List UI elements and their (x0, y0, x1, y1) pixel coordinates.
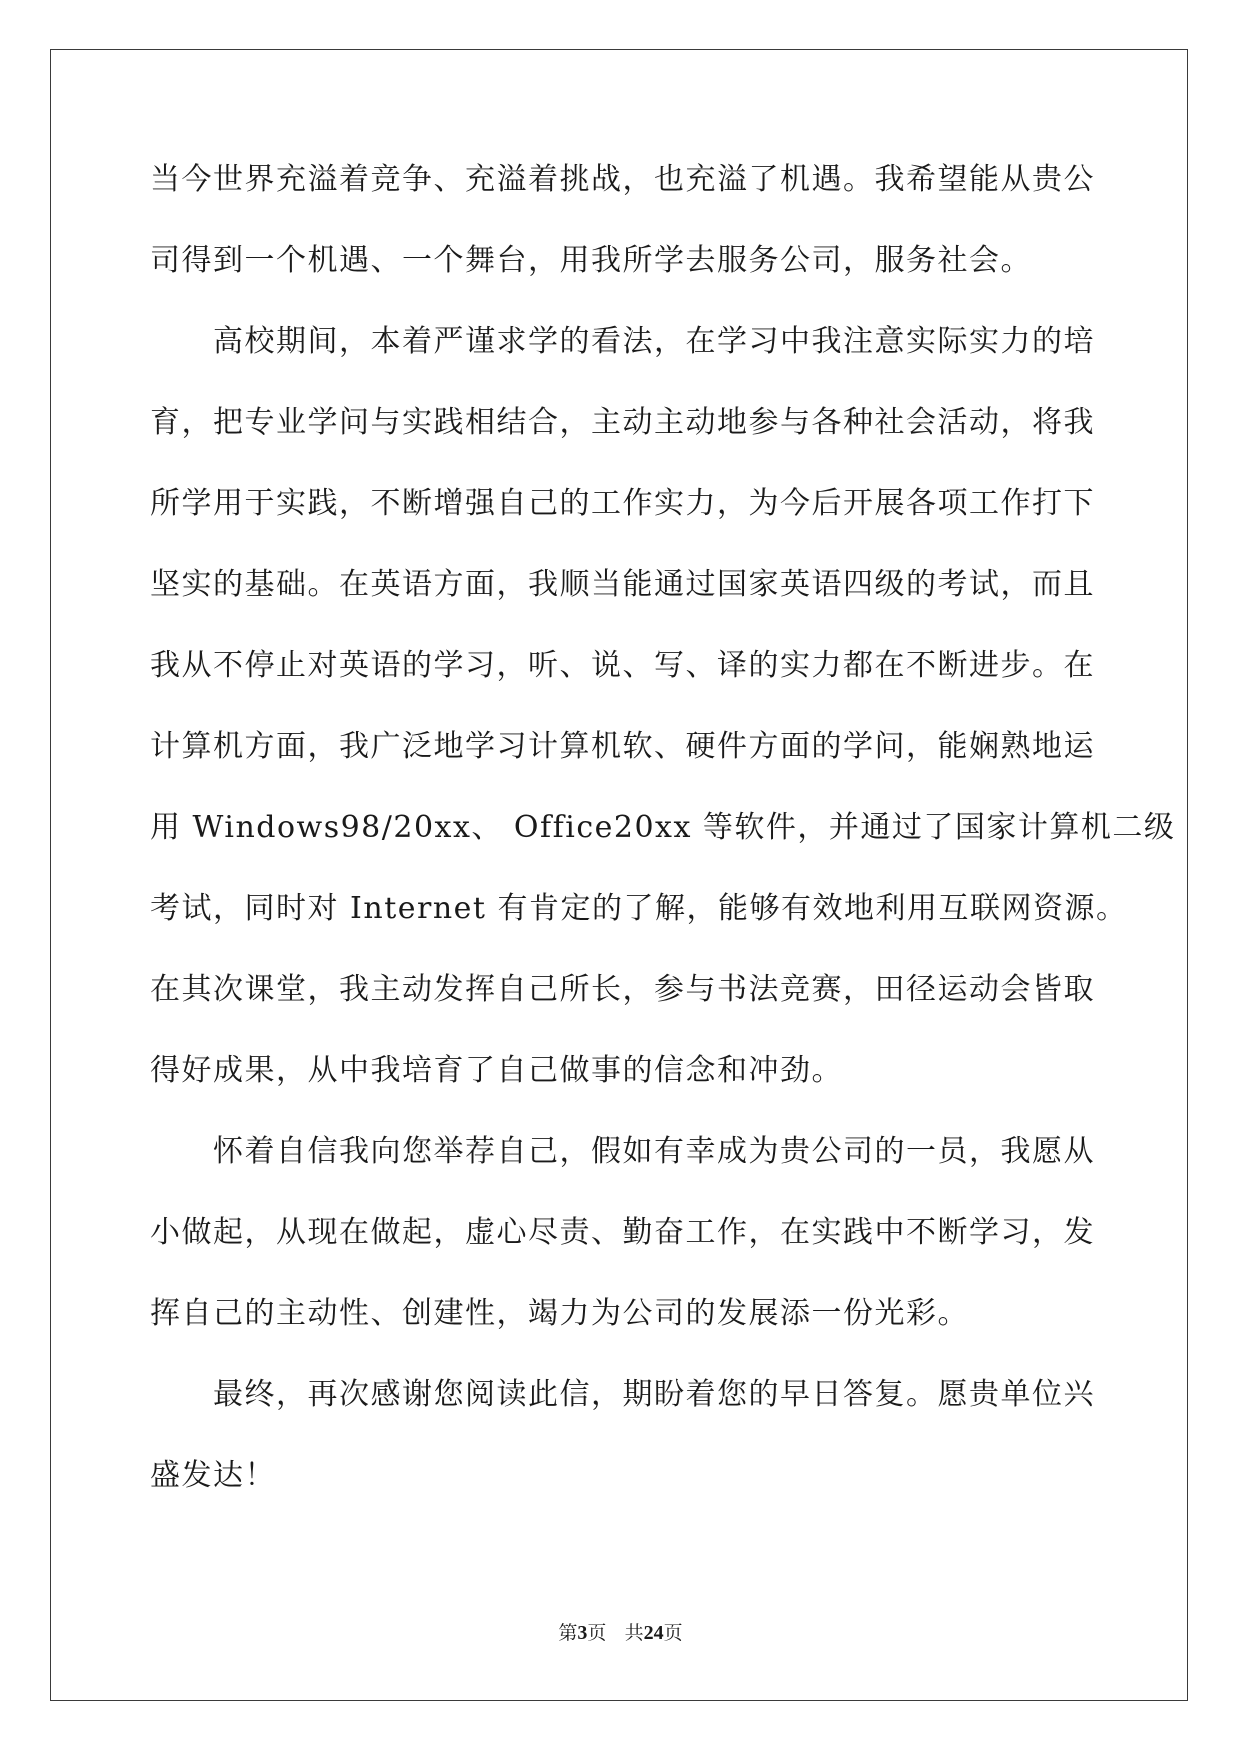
body-line: 盛发达！ (150, 1458, 276, 1493)
footer-page-number: 3 (577, 1622, 588, 1644)
body-line: 怀着自信我向您举荐自己，假如有幸成为贵公司的一员，我愿从 (213, 1134, 1095, 1169)
footer-page-prefix: 第 (558, 1622, 578, 1644)
body-line: 高校期间，本着严谨求学的看法，在学习中我注意实际实力的培 (213, 324, 1095, 359)
body-line: 当今世界充溢着竞争、充溢着挑战，也充溢了机遇。我希望能从贵公 (150, 162, 1095, 197)
body-line: 育，把专业学问与实践相结合，主动主动地参与各种社会活动，将我 (150, 405, 1095, 440)
letter-body (150, 160, 1176, 1537)
footer-total-suffix: 页 (663, 1622, 683, 1644)
body-line: 司得到一个机遇、一个舞台，用我所学去服务公司，服务社会。 (150, 243, 1032, 278)
body-line: 考试，同时对 Internet 有肯定的了解，能够有效地利用互联网资源。 (150, 891, 1128, 926)
footer-total-pages: 24 (643, 1622, 664, 1644)
body-line: 所学用于实践，不断增强自己的工作实力，为今后开展各项工作打下 (150, 486, 1095, 521)
footer-total-prefix: 共 (624, 1622, 644, 1644)
body-line: 小做起，从现在做起，虚心尽责、勤奋工作，在实践中不断学习，发 (150, 1215, 1095, 1250)
body-line: 坚实的基础。在英语方面，我顺当能通过国家英语四级的考试，而且 (150, 567, 1095, 602)
body-line: 得好成果，从中我培育了自己做事的信念和冲劲。 (150, 1053, 843, 1088)
body-line: 挥自己的主动性、创建性，竭力为公司的发展添一份光彩。 (150, 1296, 969, 1331)
body-line: 用 Windows98/20xx、 Office20xx 等软件，并通过了国家计算机二级 (150, 810, 1176, 845)
page-footer (0, 1621, 1241, 1645)
body-line: 计算机方面，我广泛地学习计算机软、硬件方面的学问，能娴熟地运 (150, 729, 1095, 764)
body-line: 我从不停止对英语的学习，听、说、写、译的实力都在不断进步。在 (150, 648, 1095, 683)
body-line: 最终，再次感谢您阅读此信，期盼着您的早日答复。愿贵单位兴 (213, 1377, 1095, 1412)
footer-page-suffix: 页 (587, 1622, 607, 1644)
body-line: 在其次课堂，我主动发挥自己所长，参与书法竞赛，田径运动会皆取 (150, 972, 1095, 1007)
